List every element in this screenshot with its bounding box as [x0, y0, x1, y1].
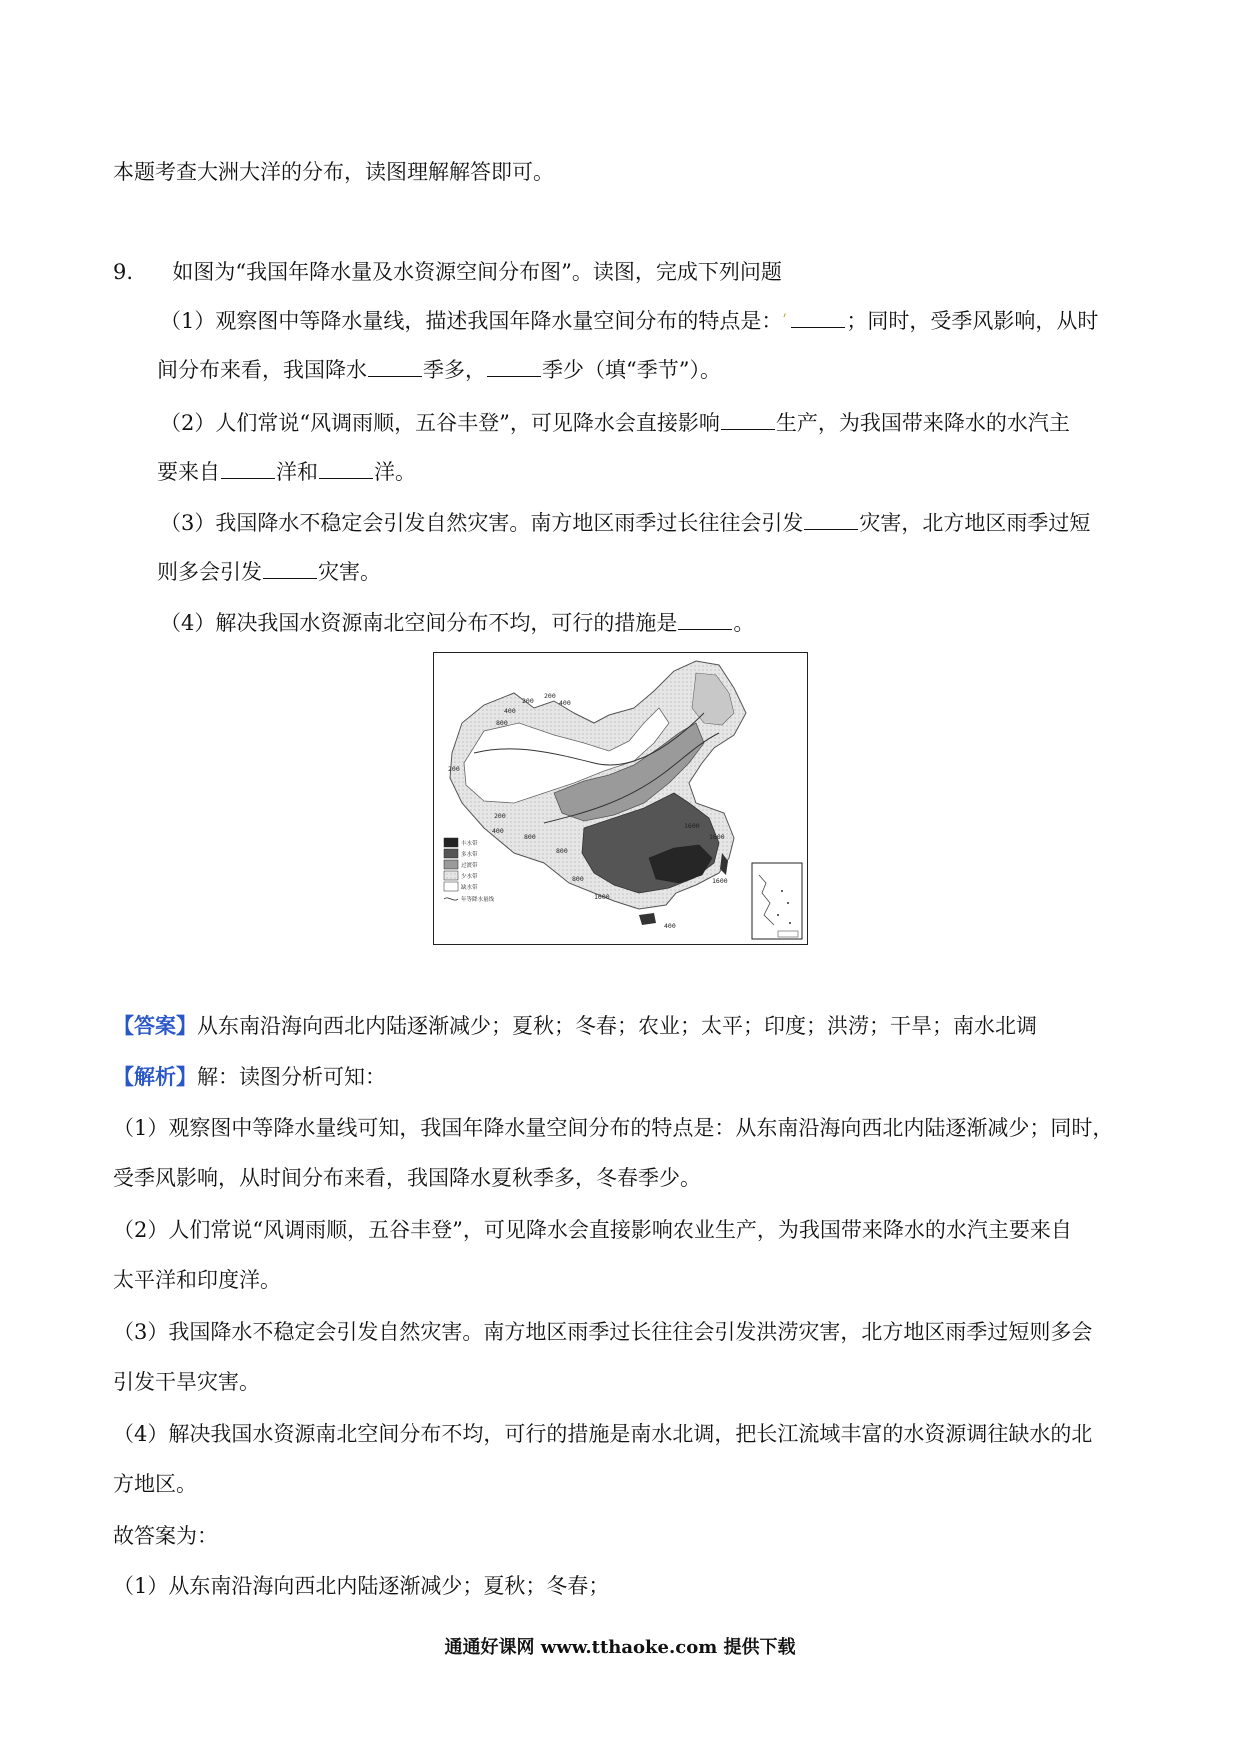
- contour-label: 800: [556, 847, 568, 855]
- question-stem-text: 如图为“我国年降水量及水资源空间分布图”。读图，完成下列问题: [172, 260, 782, 284]
- analysis-p4-line2: 方地区。: [113, 1472, 197, 1496]
- analysis-p3-line1: （3）我国降水不稳定会引发自然灾害。南方地区雨季过长往往会引发洪涝灾害，北方地区雨季过短则多会: [113, 1320, 1093, 1344]
- q4-line1: （4）解决我国水资源南北空间分布不均，可行的措施是 。: [160, 611, 755, 635]
- legend-label: 少水带: [461, 874, 478, 880]
- q3-line2: 则多会引发 灾害。: [157, 560, 381, 584]
- precipitation-map-figure: [433, 652, 808, 945]
- question-stem: [113, 258, 782, 286]
- contour-label: 800: [524, 833, 536, 841]
- legend-swatch-dry: [444, 871, 458, 880]
- ink-mark: [782, 320, 790, 328]
- analysis-p1-line1: （1）观察图中等降水量线可知，我国年降水量空间分布的特点是：从东南沿海向西北内陆逐渐减少；同时，: [113, 1116, 1114, 1140]
- contour-label: 400: [492, 827, 504, 835]
- blank-7: [804, 509, 858, 530]
- blank-6: [319, 458, 373, 479]
- contour-label: 400: [559, 699, 571, 707]
- contour-label: 1600: [709, 833, 725, 841]
- question-number: 9.: [113, 260, 134, 284]
- blank-4: [721, 409, 775, 430]
- legend-isohyet-symbol: [444, 898, 458, 900]
- contour-label: 200: [544, 692, 556, 700]
- contour-label: 1600: [712, 877, 728, 885]
- analysis-lead: 解：读图分析可知：: [197, 1065, 386, 1089]
- legend-label: 过渡带: [461, 863, 478, 869]
- analysis-p4-line1: （4）解决我国水资源南北空间分布不均，可行的措施是南水北调，把长江流域丰富的水资源调往缺水的北: [113, 1422, 1093, 1446]
- analysis-p3-line2: 引发干旱灾害。: [113, 1370, 260, 1394]
- contour-label: 800: [572, 875, 584, 883]
- contour-label: 200: [448, 765, 460, 773]
- contour-label: 1600: [684, 822, 700, 830]
- analysis-summary-1: （1）从东南沿海向西北内陆逐渐减少；夏秋；冬春；: [113, 1574, 610, 1598]
- china-precipitation-map: [434, 653, 806, 943]
- intro-text: 本题考查大洲大洋的分布，读图理解解答即可。: [113, 160, 554, 184]
- analysis-line: [113, 1063, 386, 1091]
- legend-swatch-very-wet: [444, 838, 458, 847]
- q2-line1: （2）人们常说“风调雨顺，五谷丰登”，可见降水会直接影响 生产，为我国带来降水的水汽主: [160, 411, 1070, 435]
- page-footer: 通通好课网 www.tthaoke.com 提供下载: [444, 1637, 796, 1658]
- analysis-conclusion: 故答案为：: [113, 1524, 218, 1548]
- legend-swatch-very-dry: [444, 882, 458, 891]
- legend-swatch-transition: [444, 860, 458, 869]
- contour-label: 800: [496, 719, 508, 727]
- q3-line1: （3）我国降水不稳定会引发自然灾害。南方地区雨季过长往往会引发 灾害，北方地区雨季过短: [160, 511, 1091, 535]
- blank-3: [487, 356, 541, 377]
- q2-line2: 要来自 洋和 洋。: [157, 460, 416, 484]
- q1-line1: （1）观察图中等降水量线，描述我国年降水量空间分布的特点是： ；同时，受季风影响，从时: [160, 309, 1099, 333]
- blank-1: [791, 307, 845, 328]
- contour-label: 200: [494, 812, 506, 820]
- legend-label: 缺水带: [461, 885, 478, 891]
- legend-label: 丰水带: [461, 841, 478, 847]
- blank-8: [263, 558, 317, 579]
- blank-2: [368, 356, 422, 377]
- analysis-p2-line1: （2）人们常说“风调雨顺，五谷丰登”，可见降水会直接影响农业生产，为我国带来降水的水汽主要来自: [113, 1218, 1072, 1242]
- answer-text: 从东南沿海向西北内陆逐渐减少；夏秋；冬春；农业；太平；印度；洪涝；干旱；南水北调: [197, 1014, 1037, 1038]
- contour-label: 200: [522, 697, 534, 705]
- south-china-sea-inset: [752, 863, 802, 939]
- contour-label: 400: [504, 707, 516, 715]
- blank-9: [678, 609, 732, 630]
- answer-tag: 【答案】: [113, 1013, 197, 1038]
- contour-label: 400: [664, 922, 676, 930]
- contour-label: 1600: [594, 893, 610, 901]
- analysis-p1-line2: 受季风影响，从时间分布来看，我国降水夏秋季多，冬春季少。: [113, 1166, 701, 1190]
- legend-label: 多水带: [461, 852, 478, 858]
- answer-line: [113, 1012, 1037, 1040]
- hainan-island: [639, 913, 656, 925]
- map-legend: [444, 838, 495, 903]
- blank-5: [221, 458, 275, 479]
- q1-line2: 间分布来看，我国降水 季多， 季少（填“季节”）。: [157, 358, 721, 382]
- analysis-tag: 【解析】: [113, 1064, 197, 1089]
- legend-swatch-wet: [444, 849, 458, 858]
- legend-label: 年等降水量线: [461, 897, 495, 903]
- analysis-p2-line2: 太平洋和印度洋。: [113, 1268, 281, 1292]
